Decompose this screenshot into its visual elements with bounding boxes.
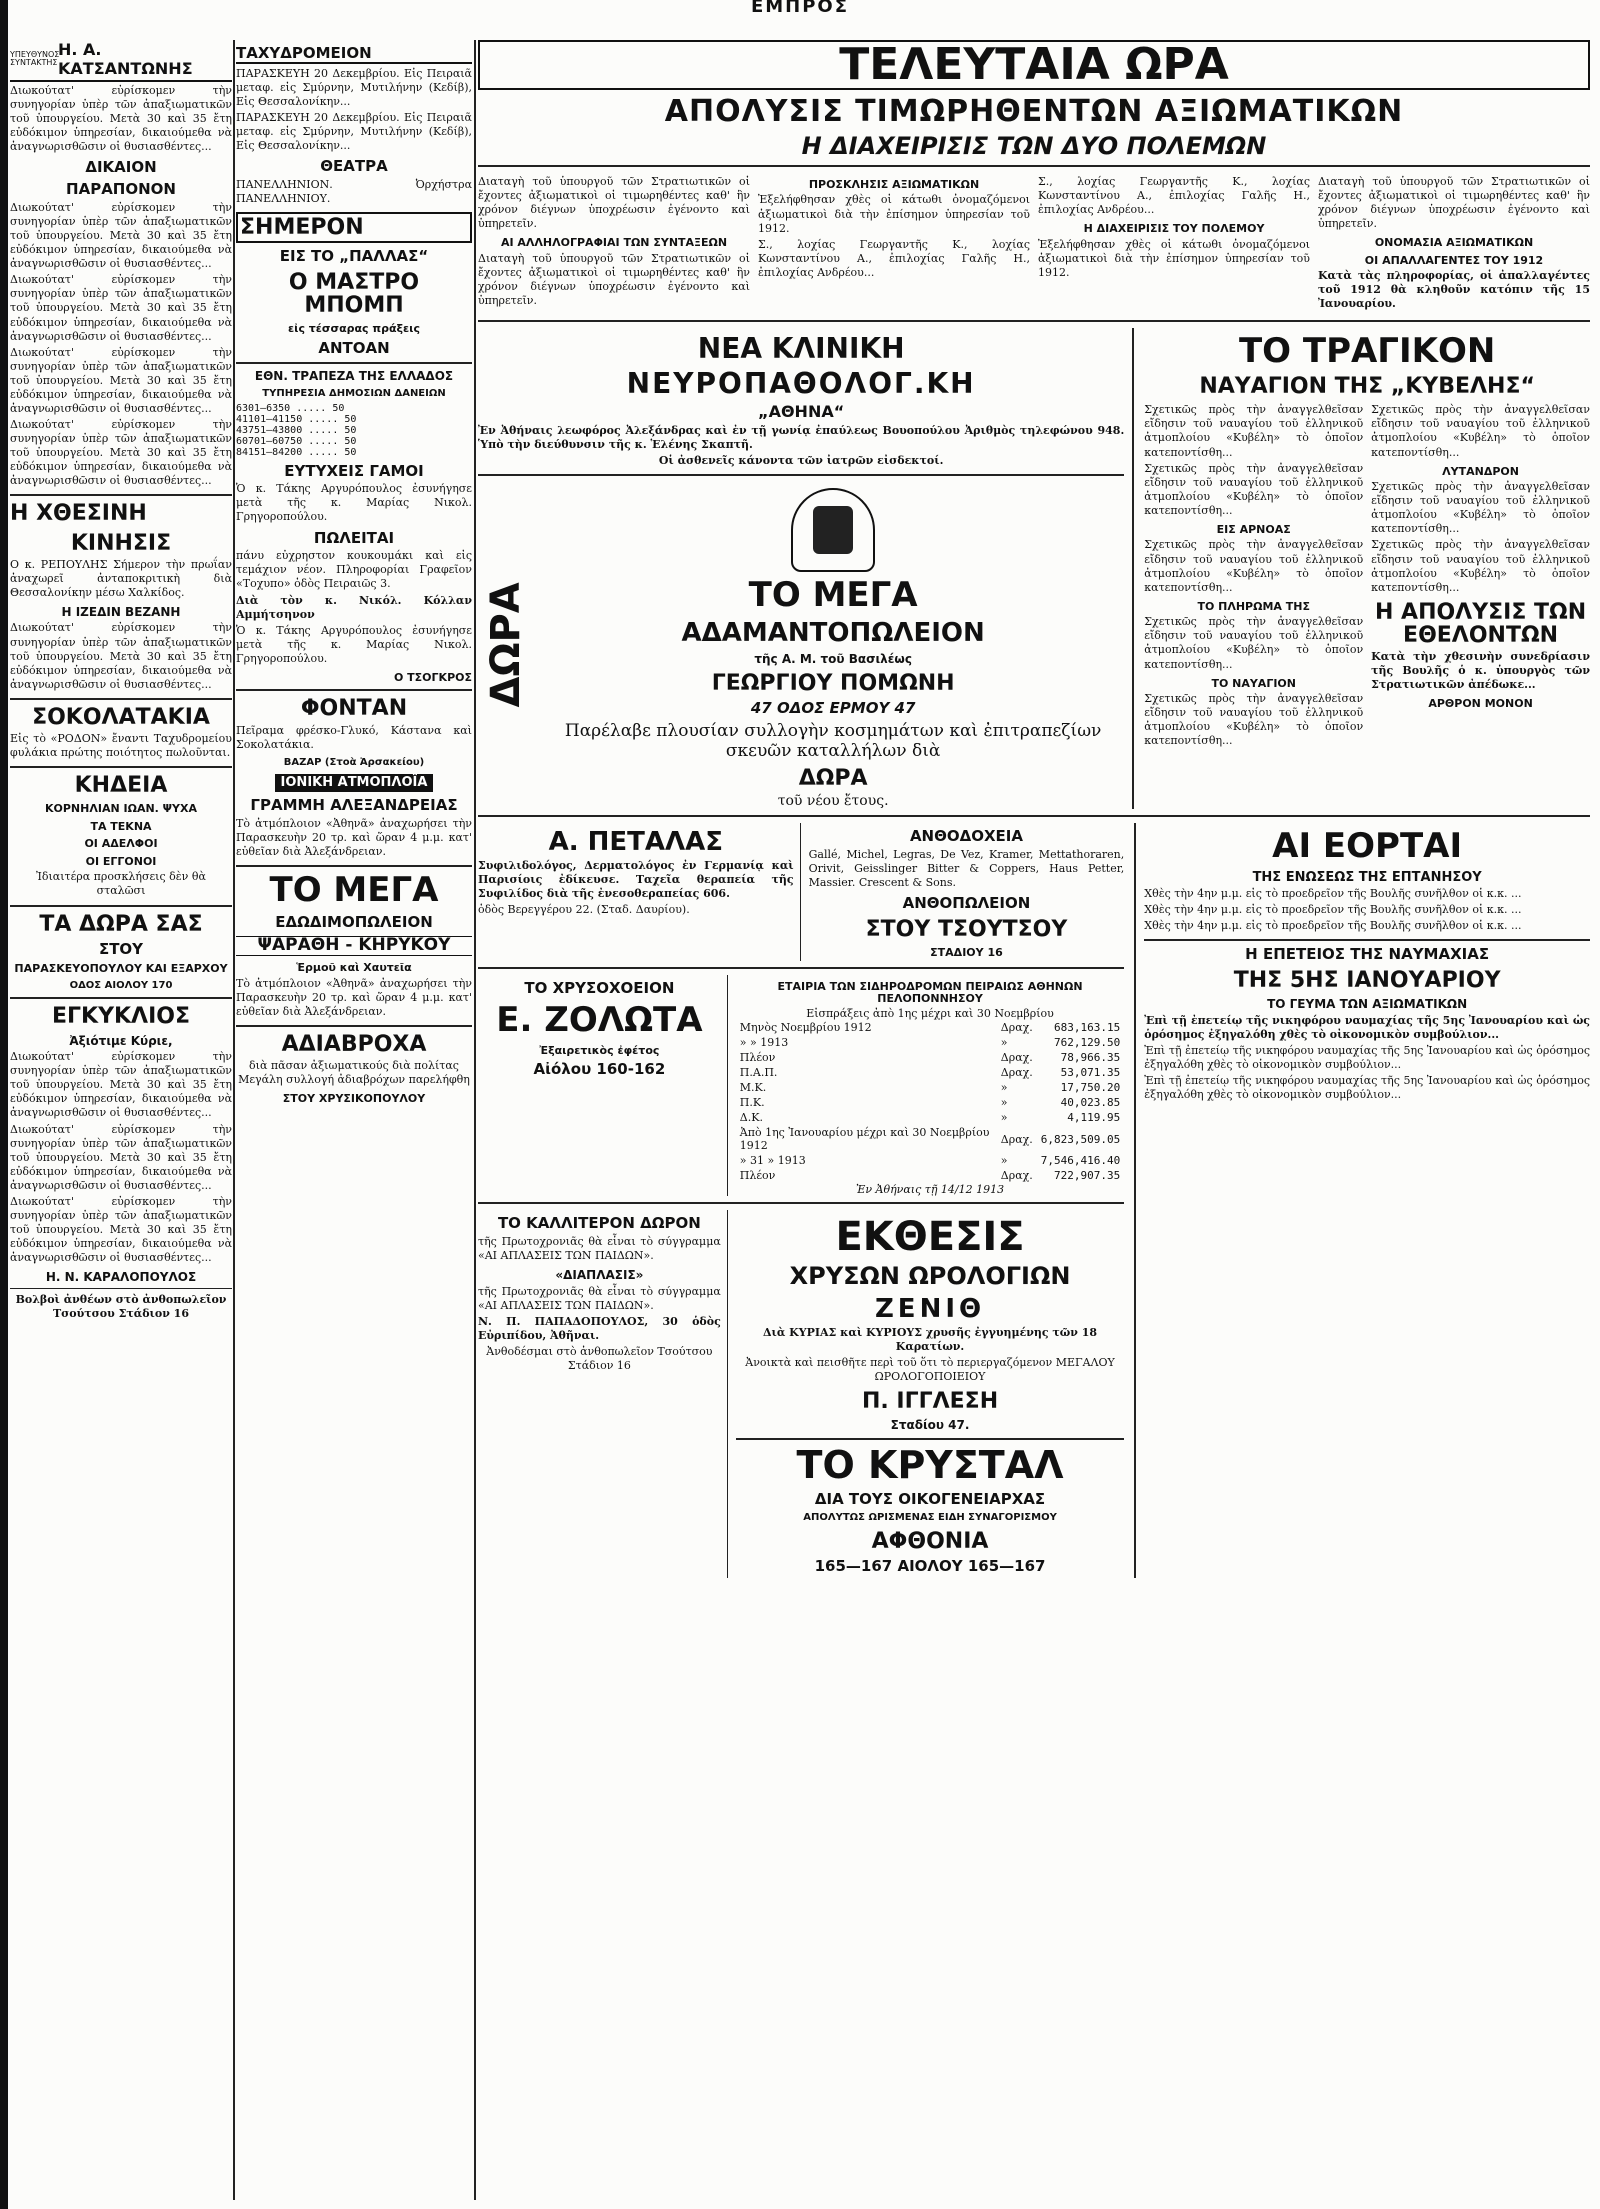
psarathi: ΨΑΡΑΘΗ - ΚΗΡΥΚΟΥ — [236, 936, 472, 956]
oi-eggonoi: ΟΙ ΕΓΓΟΝΟΙ — [85, 854, 157, 868]
ethniki-heading: ΕΘΝ. ΤΡΑΠΕΖΑ ΤΗΣ ΕΛΛΑΔΟΣ — [254, 369, 454, 384]
filler-text: Διωκούτατ' εὐρίσκομεν τὴν συνηγορίαν ὑπὲρ τῶν ἀπαξιωματικῶν τοῦ ὑπουργείου. Μετὰ 30 καὶ 35 ἔτη εὐδόκιμον ὑπηρεσίαν, δικαιούμεθα νὰ ἀναγνωρισθῶσιν οἱ θυσιασθέντες... — [10, 621, 232, 691]
apallagentes-heading: ΟΙ ΑΠΑΛΛΑΓΕΝΤΕΣ ΤΟΥ 1912 — [1364, 253, 1544, 267]
proskliseis-heading: ΠΡΟΣΚΛΗΣΙΣ ΑΞΙΩΜΑΤΙΚΩΝ — [808, 177, 980, 191]
ads-row-2 — [478, 823, 1590, 1578]
filler-text: Διωκούτατ' εὐρίσκομεν τὴν συνηγορίαν ὑπὲρ τῶν ἀπαξιωματικῶν τοῦ ὑπουργείου. Μετὰ 30 καὶ 35 ἔτη εὐδόκιμον ὑπηρεσίαν, δικαιούμεθα νὰ ἀναγνωρισθῶσιν οἱ θυσιασθέντες... — [10, 1050, 232, 1120]
dora-vertical: ΔΩΡΑ — [483, 582, 529, 709]
bond-row: 6301—6350 ..... 50 — [236, 402, 345, 414]
xrysoxoeion-sub: Ἐξαιρετικὸς ἐφέτος — [539, 1043, 660, 1057]
kideia-note: Ἰδιαιτέρα προσκλήσεις δὲν θὰ σταλῶσι — [36, 870, 206, 898]
filler-text: Χθὲς τὴν 4ην μ.μ. εἰς τὸ προεδρεῖον τῆς Βουλῆς συνῆλθον οἱ κ.κ. ... — [1144, 903, 1522, 917]
kalliteron-text: τῆς Πρωτοχρονιᾶς θὰ εἶναι τὸ σύγγραμμα «ΑΙ ΑΠΛΑΣΕΙΣ ΤΩΝ ΠΑΙΔΩΝ». — [478, 1235, 721, 1263]
etairia-heading: ΕΤΑΙΡΙΑ ΤΩΝ ΣΙΔΗΡΟΔΡΟΜΩΝ ΠΕΙΡΑΙΩΣ ΑΘΗΝΩΝ ΠΕΛΟΠΟΝΝΗΣΟΥ — [777, 980, 1083, 1005]
oi-adelfoi: ΟΙ ΑΔΕΛΦΟΙ — [84, 837, 158, 851]
dora-sub: ΣΤΟΥ — [98, 939, 144, 958]
mastro-sub: εἰς τέσσαρας πράξεις — [288, 322, 420, 336]
filler-text: Διωκούτατ' εὐρίσκομεν τὴν συνηγορίαν ὑπὲρ τῶν ἀπαξιωματικῶν τοῦ ὑπουργείου. Μετὰ 30 καὶ 35 ἔτη εὐδόκιμον ὑπηρεσίαν, δικαιούμεθα νὰ ἀναγνωρισθῶσιν οἱ θυσιασθέντες... — [10, 345, 232, 415]
zolota: Ε. ΖΟΛΩΤΑ — [496, 999, 703, 1040]
krystal-heading: ΤΟ ΚΡΥΣΤΑΛ — [796, 1442, 1064, 1487]
dora-shop: ΠΑΡΑΣΚΕΥΟΠΟΥΛΟΥ ΚΑΙ ΕΞΑΡΧΟΥ — [14, 962, 228, 976]
enkyklios-sub: Ἀξιότιμε Κύριε, — [69, 1033, 173, 1048]
adiavroxa-heading: ΑΔΙΑΒΡΟΧΑ — [281, 1031, 427, 1057]
table-row: » 31 » 1913 » 7,546,416.40 — [739, 1154, 1121, 1168]
geuma-heading: ΤΟ ΓΕΥΜΑ ΤΩΝ ΑΞΙΩΜΑΤΙΚΩΝ — [1267, 997, 1468, 1012]
table-row: Πλέον Δραχ. 722,907.35 — [739, 1169, 1121, 1183]
fontan-text: Πεῖραμα φρέσκο-Γλυκό, Κάστανα καὶ Σοκολατάκια. — [236, 723, 472, 751]
filler-text: Σχετικῶς πρὸς τὴν ἀναγγελθεῖσαν εἴδησιν τοῦ ναυαγίου τοῦ ἐλληνικοῦ ἀτμοπλοίου «Κυβέλη» τὸ ὁποῖον κατεποντίσθη... — [1144, 692, 1364, 748]
dora-address: ΟΔΟΣ ΑΙΟΛΟΥ 170 — [69, 979, 173, 991]
adiavroxa-shop: ΣΤΟΥ ΧΡΥΣΙΚΟΠΟΥΛΟΥ — [282, 1092, 426, 1106]
filler-text: Ἐπὶ τῇ ἐπετείῳ τῆς νικηφόρου ναυμαχίας τῆς 5ης Ἰανουαρίου καὶ ὡς ὁρόσημος ἐξηγαλόθη χθὲς τὸ οἰκονομικὸν συμβούλιον... — [1144, 1074, 1590, 1102]
geuma-text: Ἐπὶ τῇ ἐπετείῳ τῆς νικηφόρου ναυμαχίας τῆς 5ης Ἰανουαρίου καὶ ὡς ὁρόσημος ἐξηγαλόθη χθὲς τὸ οἰκονομικὸν συμβούλιον... — [1144, 1013, 1590, 1041]
mega-sub: τῆς Α. Μ. τοῦ Βασιλέως — [754, 652, 912, 667]
krystal-sub-2: ΑΠΟΛΥΤΩΣ ΩΡΙΣΜΕΝΑΣ ΕΙΔΗ ΣΥΝΑΓΟΡΙΣΜΟΥ — [803, 1512, 1057, 1524]
epeteios-heading: Η ΕΠΕΤΕΙΟΣ ΤΗΣ ΝΑΥΜΑΧΙΑΣ — [1245, 945, 1490, 964]
editor-label: ΥΠΕΥΘΥΝΟΣ ΣΥΝΤΑΚΤΗΣ — [10, 50, 60, 67]
tragikon-text: Σχετικῶς πρὸς τὴν ἀναγγελθεῖσαν εἴδησιν τοῦ ναυαγίου τοῦ ἐλληνικοῦ ἀτμοπλοίου «Κυβέλη» τὸ ὁποῖον κατεποντίσθη... — [1144, 403, 1364, 459]
apolysis-ethel-text: Κατὰ τὴν χθεσινὴν συνεδρίασιν τῆς Βουλῆς ὁ κ. ὑπουργὸς τῶν Στρατιωτικῶν ἀπέδωκε... — [1371, 649, 1590, 692]
tsogkros-sign: Ο ΤΣΟΓΚΡΟΣ — [393, 670, 472, 684]
athina-label: „ΑΘΗΝΑ“ — [758, 402, 845, 422]
ethniki-sub: ΤΥΠΗΡΕΣΙΑ ΔΗΜΟΣΙΩΝ ΔΑΝΕΙΩΝ — [262, 388, 446, 400]
filler-text: Σχετικῶς πρὸς τὴν ἀναγγελθεῖσαν εἴδησιν τοῦ ναυαγίου τοῦ ἐλληνικοῦ ἀτμοπλοίου «Κυβέλη» τὸ ὁποῖον κατεποντίσθη... — [1144, 461, 1364, 517]
filler-text: Διωκούτατ' εὐρίσκομεν τὴν συνηγορίαν ὑπὲρ τῶν ἀπαξιωματικῶν τοῦ ὑπουργείου. Μετὰ 30 καὶ 35 ἔτη εὐδόκιμον ὑπηρεσίαν, δικαιούμεθα νὰ ἀναγνωρισθῶσιν οἱ θυσιασθέντες... — [10, 200, 232, 271]
filler-text: Διωκούτατ' εὐρίσκομεν τὴν συνηγορίαν ὑπὲρ τῶν ἀπαξιωματικῶν τοῦ ὑπουργείου. Μετὰ 30 καὶ 35 ἔτη εὐδόκιμον ὑπηρεσίαν, δικαιούμεθα νὰ ἀναγνωρισθῶσιν οἱ θυσιασθέντες... — [10, 1122, 232, 1192]
eisprakseis: Εἰσπράξεις ἀπὸ 1ης μέχρι καὶ 30 Νοεμβρίου — [806, 1007, 1054, 1021]
apolysis-ethelonton: Η ΑΠΟΛΥΣΙΣ ΤΩΝ ΕΘΕΛΟΝΤΩΝ — [1374, 599, 1587, 648]
onomasia-heading: ΟΝΟΜΑΣΙΑ ΑΞΙΩΜΑΤΙΚΩΝ — [1374, 236, 1534, 250]
apallagentes-text: Κατὰ τὰς πληροφορίας, οἱ ἀπαλλαγέντες τοῦ 1912 θὰ κληθοῦν κατόπιν τῆς 15 Ἰανουαρίου. — [1318, 269, 1590, 311]
teleftaia-ora: ΤΕΛΕΥΤΑΙΑ ΩΡΑ — [478, 40, 1590, 90]
ekthesis-heading: ΕΚΘΕΣΙΣ — [835, 1214, 1025, 1261]
filler-text: Σχετικῶς πρὸς τὴν ἀναγγελθεῖσαν εἴδησιν τοῦ ναυαγίου τοῦ ἐλληνικοῦ ἀτμοπλοίου «Κυβέλη» τὸ ὁποῖον κατεποντίσθη... — [1144, 538, 1364, 594]
filler-text: Ἐπὶ τῇ ἐπετείῳ τῆς νικηφόρου ναυμαχίας τῆς 5ης Ἰανουαρίου καὶ ὡς ὁρόσημος ἐξηγαλόθη χθὲς τὸ οἰκονομικὸν συμβούλιον... — [1144, 1044, 1590, 1072]
adamantopoleion: ΑΔΑΜΑΝΤΟΠΩΛΕΙΟΝ — [681, 618, 985, 649]
bulbs-ad: Βολβοὶ ἀνθέων στὸ ἀνθοπωλεῖον Τσούτσου Στάδιον 16 — [15, 1292, 227, 1320]
iglesi: Π. ΙΓΓΛΕΣΗ — [861, 1389, 999, 1415]
filler-text: Σχετικῶς πρὸς τὴν ἀναγγελθεῖσαν εἴδησιν τοῦ ναυαγίου τοῦ ἐλληνικοῦ ἀτμοπλοίου «Κυβέλη» τὸ ὁποῖον κατεποντίσθη... — [1371, 538, 1590, 594]
ads-row-1 — [478, 328, 1590, 809]
navagion-heading: ΝΑΥΑΓΙΟΝ ΤΗΣ „ΚΥΒΕΛΗΣ“ — [1199, 374, 1535, 400]
bond-list — [236, 403, 472, 458]
grammi-text: Τὸ ἀτμόπλοιον «Ἀθηνᾶ» ἀναχωρήσει τὴν Παρασκευὴν 20 τρ. καὶ ὥραν 4 μ.μ. κατ' εὐθεῖαν διὰ Ἀλεξάνδρειαν. — [236, 816, 472, 858]
tsoutsou: ΣΤΟΥ ΤΣΟΥΤΣΟΥ — [865, 916, 1068, 942]
table-row: Ἀπὸ 1ης Ἰανουαρίου μέχρι καὶ 30 Νοεμβρίου 1912 Δραχ. 6,823,509.05 — [739, 1126, 1121, 1153]
table-row: Μ.Κ. » 17,750.20 — [739, 1081, 1121, 1095]
ta-tekna: ΤΑ ΤΕΚΝΑ — [90, 819, 152, 833]
table-row: Πλέον Δραχ. 78,966.35 — [739, 1051, 1121, 1065]
kliniki-ad — [478, 328, 1134, 809]
railway-table — [736, 1020, 1124, 1183]
column-left — [10, 40, 232, 2200]
ioniki-heading — [236, 774, 472, 792]
kiniseis-heading: ΚΙΝΗΣΙΣ — [70, 530, 172, 556]
adiavroxa-text: διὰ πᾶσαν ἀξιωματικούς διὰ πολίτας Μεγάλη συλλογή ἀδιαβρόχων παρελήφθη — [238, 1058, 470, 1087]
filler-text: Διωκούτατ' εὐρίσκομεν τὴν συνηγορίαν ὑπὲρ τῶν ἀπαξιωματικῶν τοῦ ὑπουργείου. Μετὰ 30 καὶ 35 ἔτη εὐδόκιμον ὑπηρεσίαν, δικαιούμεθα νὰ ἀναγνωρισθῶσιν οἱ θυσιασθέντες... — [10, 1194, 232, 1265]
to-mega-heading: ΤΟ ΜΕΓΑ — [269, 869, 439, 910]
paraponon-heading: ΠΑΡΑΠΟΝΟΝ — [66, 180, 176, 199]
theatra-text: ΠΑΝΕΛΛΗΝΙΟΝ. Ὀρχήστρα ΠΑΝΕΛΛΗΝΙΟΥ. — [236, 177, 472, 206]
ads-right-block — [1134, 823, 1590, 1578]
lyrandon: ΛΥΤΑΝΔΡΟΝ — [1442, 464, 1519, 478]
theatra-heading: ΘΕΑΤΡΑ — [320, 157, 388, 176]
bond-row: 43751—43800 ..... 50 — [236, 424, 357, 436]
filler-text: Ὁ κ. Τάκης Αργυρόπουλος ἐσυνήγησε μετὰ τῆς κ. Μαρίας Νικολ. Γρηγοροπούλου. — [236, 623, 472, 665]
mega-ad — [478, 482, 1124, 809]
allilografia-heading: ΑΙ ΑΛΛΗΛΟΓΡΑΦΙΑΙ ΤΩΝ ΣΥΝΤΑΞΕΩΝ — [500, 236, 728, 250]
enkyklios-signature: Η. Ν. ΚΑΡΑΛΟΠΟΥΛΟΣ — [45, 1270, 197, 1285]
eortai-text: Χθὲς τὴν 4ην μ.μ. εἰς τὸ προεδρεῖον τῆς Βουλῆς συνῆλθον οἱ κ.κ. ... — [1144, 887, 1522, 901]
to-navagio: ΤΟ ΝΑΥΑΓΙΟΝ — [1211, 676, 1296, 690]
kyriou-line: Διὰ τὸν κ. Νικόλ. Κόλλαν Αμμήτσηνον — [236, 593, 472, 621]
tragikon-column — [1144, 328, 1590, 809]
bond-row: 41101—41150 ..... 50 — [236, 413, 357, 425]
filler-text: Σχετικῶς πρὸς τὴν ἀναγγελθεῖσαν εἴδησιν τοῦ ναυαγίου τοῦ ἐλληνικοῦ ἀτμοπλοίου «Κυβέλη» τὸ ὁποῖον κατεποντίσθη... — [1144, 615, 1364, 671]
eortai-heading: ΑΙ ΕΟΡΤΑΙ — [1272, 825, 1463, 866]
ekthesis-text: Διὰ ΚΥΡΙΑΣ καὶ ΚΥΡΙΟΥΣ χρυσῆς ἐγγυημένης τῶν 18 Καρατίων. — [763, 1325, 1098, 1353]
papadopoulos: Ν. Π. ΠΑΠΑΔΟΠΟΥΛΟΣ, 30 ὁδὸς Εὐριπίδου, Ἀθῆναι. — [478, 1314, 721, 1343]
nea-kliniki: ΝΕΑ ΚΛΙΝΙΚΗ — [697, 331, 905, 365]
dora-word: ΔΩΡΑ — [798, 765, 868, 791]
table-row: » » 1913 » 762,129.50 — [739, 1036, 1121, 1050]
enosis-heading: ΤΗΣ ΕΝΩΣΕΩΣ ΤΗΣ ΕΠΤΑΝΗΣΟΥ — [1252, 869, 1482, 885]
railway-date: Ἐν Ἀθήναις τῇ 14/12 1913 — [855, 1183, 1005, 1197]
anthopoleion-2: Ἀνθοδέσμαι στὸ ἀνθοπωλεῖον Τσούτσου Στάδιον 16 — [486, 1345, 713, 1373]
bazar: ΒΑΖΑΡ (Στοὰ Ἀρσακείου) — [283, 756, 425, 768]
aiolou: Αἰόλου 160-162 — [533, 1060, 666, 1079]
masthead: ΕΜΠΡΟΣ — [750, 0, 850, 17]
news-columns — [478, 173, 1590, 314]
xryson-orologion: ΧΡΥΣΩΝ ΩΡΟΛΟΓΙΩΝ — [789, 1262, 1071, 1291]
epeteios-date: ΤΗΣ 5ΗΣ ΙΑΝΟΥΑΡΙΟΥ — [1233, 968, 1501, 994]
eis-to-pallas: ΕΙΣ ΤΟ „ΠΑΛΛΑΣ“ — [279, 247, 429, 266]
filler-text: Διωκούτατ' εὐρίσκομεν τὴν συνηγορίαν ὑπὲρ τῶν ἀπαξιωματικῶν τοῦ ὑπουργείου. Μετὰ 30 καὶ 35 ἔτη εὐδόκιμον ὑπηρεσίαν, δικαιούμεθα νὰ ἀναγνωρισθῶσιν οἱ θυσιασθέντες... — [10, 273, 232, 343]
news-body: Διαταγὴ τοῦ ὑπουργοῦ τῶν Στρατιωτικῶν οἱ ἔχοντες ἀξιωματικοὶ οἱ τιμωρηθέντες καθ' ἣν χρόνον διέγνων ὑποχρέωσιν ἐγένοντο καὶ ὑπηρετεῖν. — [478, 174, 750, 231]
filler-text: Σ., λοχίας Γεωργαντῆς Κ., λοχίας Κωνσταντίνου Α., ἐπιλοχίας Γαλῆς Η., ἐπιλοχίας Ανδρέου... — [758, 237, 1030, 279]
taxydromeion-heading: ΤΑΧΥΔΡΟΜΕΙΟΝ — [236, 46, 472, 64]
anthodoxeia-heading: ΑΝΘΟΔΟΧΕΙΑ — [909, 826, 1023, 845]
mega-heading: ΤΟ ΜΕΓΑ — [748, 575, 918, 616]
sokolatakia-text: Εἰς τὸ «ΡΟΔΟΝ» ἔναντι Ταχυδρομείου φυλάκια πρώτης ποιότητος πωλοῦνται. — [10, 731, 232, 760]
ermou: 47 ΟΔΟΣ ΕΡΜΟΥ 47 — [750, 699, 916, 717]
table-row: Π.Α.Π. Δραχ. 53,071.35 — [739, 1066, 1121, 1080]
filler-text: Σχετικῶς πρὸς τὴν ἀναγγελθεῖσαν εἴδησιν τοῦ ναυαγίου τοῦ ἐλληνικοῦ ἀτμοπλοίου «Κυβέλη» τὸ ὁποῖον κατεποντίσθη... — [1371, 480, 1590, 536]
column-rule — [233, 40, 235, 2200]
main-area — [478, 40, 1590, 2200]
stadiou-16: ΣΤΑΔΙΟΥ 16 — [930, 945, 1003, 959]
pomoni: ΓΕΩΡΓΙΟΥ ΠΟΜΩΝΗ — [711, 670, 955, 696]
news-body: Σ., λοχίας Γεωργαντῆς Κ., λοχίας Κωνσταντίνου Α., ἐπιλοχίας Γαλῆς Η., ἐπιλοχίας Ανδρέου... — [1038, 174, 1310, 217]
kideia-heading: ΚΗΔΕΙΑ — [74, 773, 168, 799]
enkyklios-heading: ΕΓΚΥΚΛΙΟΣ — [51, 1004, 190, 1030]
diaxeirisis-headline: Η ΔΙΑΧΕΙΡΙΣΙΣ ΤΩΝ ΔΥΟ ΠΟΛΕΜΩΝ — [801, 131, 1267, 160]
filler-text: τῆς Πρωτοχρονιᾶς θὰ εἶναι τὸ σύγγραμμα «ΑΙ ΑΠΛΑΣΕΙΣ ΤΩΝ ΠΑΙΔΩΝ». — [478, 1284, 721, 1312]
kliniki-text: Ἐν Ἀθήναις λεωφόρος Ἀλεξάνδρας καὶ ἐν τῇ γωνίᾳ ἐπαύλεως Βουοπούλου Ἀριθμὸς τηλεφώνου 948. Ὑπὸ τὴν διεύθυνσιν τῆς κ. Ἑλένης Σκαπτῆ. — [478, 424, 1125, 452]
sokolatakia-heading: ΣΟΚΟΛΑΤΑΚΙΑ — [32, 704, 210, 730]
krystal-address: 165—167 ΑΙΟΛΟΥ 165—167 — [814, 1557, 1046, 1576]
grammi-heading: ΓΡΑΜΜΗ ΑΛΕΞΑΝΔΡΕΙΑΣ — [250, 795, 458, 814]
poleitai-text: πάνυ εὐχρηστον κουκουμάκι καὶ εἰς τεμάχιον νέον. Πληροφορίαι Γραφεῖον «Τοχυπο» ὁδὸς Πειραιῶς 3. — [236, 549, 472, 591]
izedin-heading: Η ΙΖΕΔΙΝ ΒΕΖΑΝΗ — [61, 604, 181, 619]
royal-crest-icon — [791, 488, 875, 572]
column-rule — [474, 40, 476, 2200]
mega-text: Παρέλαβε πλουσίαν συλλογὴν κοσμημάτων καὶ ἐπιτραπεζίων σκευῶν καταλλήλων διὰ — [564, 720, 1102, 761]
bond-row: 60701—60750 ..... 50 — [236, 435, 357, 447]
eftyxeis-heading: ΕΥΤΥΧΕΙΣ ΓΑΜΟΙ — [284, 461, 424, 480]
edodimopoleion: ΕΔΩΔΙΜΟΠΩΛΕΙΟΝ — [275, 912, 433, 931]
filler-text: Τὸ ἀτμόπλοιον «Ἀθηνᾶ» ἀναχωρήσει τὴν Παρασκευὴν 20 τρ. καὶ ὥραν 4 μ.μ. κατ' εὐθεῖαν διὰ Ἀλεξάνδρειαν. — [236, 976, 472, 1018]
tragikon-heading: ΤΟ ΤΡΑΓΙΚΟΝ — [1238, 330, 1496, 371]
filler-text: ΠΑΡΑΣΚΕΥΗ 20 Δεκεμβρίου. Εἰς Πειραιᾶ μεταφ. εἰς Σμύρνην, Μυτιλήνην (Κεδίβ), Εἰς Θεσσαλονίκην... — [236, 110, 472, 153]
diaxeirisis-polemou: Η ΔΙΑΧΕΙΡΙΣΙΣ ΤΟΥ ΠΟΛΕΜΟΥ — [1083, 222, 1265, 236]
petalas-text: Συφιλιδολόγος, Δερματολόγος ἐν Γερμανίᾳ καὶ Παρισίοις ἐδίκευσε. Ταχεῖα θεραπεία τῆς Συφιλίδος διὰ τῆς ἐνεσοθεραπείας 606. — [478, 859, 794, 901]
stadiou-47: Σταδίου 47. — [890, 1418, 970, 1433]
taxydromeion-text: ΠΑΡΑΣΚΕΥΗ 20 Δεκεμβρίου. Εἰς Πειραιᾶ μεταφ. εἰς Σμύρνην, Μυτιλήνην (Κεδίβ), Εἰς Θεσσαλονίκην... — [236, 66, 472, 108]
kiniseis-text: Ο κ. ΡΕΠΟΥΛΗΣ Σήμερον τὴν πρωΐαν ἀναχωρεῖ ἀνταποκριτικὴ διὰ Θεσσαλονίκην μέσω Χαλκίδος. — [10, 557, 232, 599]
editorial-text: Διωκούτατ' εὐρίσκομεν τὴν συνηγορίαν ὑπὲρ τῶν ἀπαξιωματικῶν τοῦ ὑπουργείου. Μετὰ 30 καὶ 35 ἔτη εὐδόκιμον ὑπηρεσίαν, δικαιούμεθα νὰ ἀναγνωρισθῶσιν οἱ θυσιασθέντες... — [10, 84, 232, 154]
eis-arnoas: ΕΙΣ ΑΡΝΟΑΣ — [1216, 522, 1291, 536]
anthodoxeia-text: Gallé, Michel, Legras, De Vez, Kramer, Mettathoraren, Orivit, Geisslinger Bitter & Coppers, Haus Petter, Massier. Crescent & Sons. — [808, 847, 1125, 889]
table-row: Π.Κ. » 40,023.85 — [739, 1096, 1121, 1110]
filler-text: Διαταγὴ τοῦ ὑπουργοῦ τῶν Στρατιωτικῶν οἱ ἔχοντες ἀξιωματικοὶ οἱ τιμωρηθέντες καθ' ἣν χρόνον διέγνων ὑποχρέωσιν ἐγένοντο καὶ ὑπηρετεῖν. — [1318, 174, 1590, 231]
kalliteron-heading: ΤΟ ΚΑΛΛΙΤΕΡΟΝ ΔΩΡΟΝ — [497, 1214, 701, 1233]
antoan: ΑΝΤΟΑΝ — [318, 338, 390, 357]
page-edge — [0, 0, 8, 2209]
news-body: Ἐξελήφθησαν χθὲς οἱ κάτωθι ὀνομαζόμενοι ἀξιωματικοὶ διὰ τὴν ἐπίσημον ὑπηρεσίαν τοῦ 1912. — [758, 193, 1030, 235]
arthron: ΑΡΘΡΟΝ ΜΟΝΟΝ — [1428, 697, 1533, 711]
dikaion-heading: ΔΙΚΑΙΟΝ — [85, 158, 157, 177]
filler-text: Σχετικῶς πρὸς τὴν ἀναγγελθεῖσαν εἴδησιν τοῦ ναυαγίου τοῦ ἐλληνικοῦ ἀτμοπλοίου «Κυβέλη» τὸ ὁποῖον κατεποντίσθη... — [1371, 403, 1590, 459]
apolysis-headline: ΑΠΟΛΥΣΙΣ ΤΙΜΩΡΗΘΕΝΤΩΝ ΑΞΙΩΜΑΤΙΚΩΝ — [664, 94, 1404, 130]
ioniki-label: ΙΟΝΙΚΗ ΑΤΜΟΠΛΟΪΑ — [275, 774, 434, 792]
filler-text: Χθὲς τὴν 4ην μ.μ. εἰς τὸ προεδρεῖον τῆς Βουλῆς συνῆλθον οἱ κ.κ. ... — [1144, 919, 1522, 933]
mastro-bob: Ο ΜΑΣΤΡΟ ΜΠΟΜΠ — [288, 269, 420, 319]
filler-text: Διαταγὴ τοῦ ὑπουργοῦ τῶν Στρατιωτικῶν οἱ ἔχοντες ἀξιωματικοὶ οἱ τιμωρηθέντες καθ' ἣν χρόνον διέγνων ὑποχρέωσιν ἐγένοντο καὶ ὑπηρετεῖν. — [478, 251, 750, 307]
zenith: ΖΕΝΙΘ — [874, 1293, 986, 1324]
table-row: Μηνὸς Νοεμβρίου 1912 Δραχ. 683,163.15 — [739, 1021, 1121, 1035]
dora-heading: ΤΑ ΔΩΡΑ ΣΑΣ — [39, 911, 203, 937]
neou-etous: τοῦ νέου ἔτους. — [777, 792, 889, 809]
bond-row: 84151—84200 ..... 50 — [236, 446, 357, 458]
afthonia: ΑΦΘΟΝΙΑ — [871, 1528, 989, 1554]
poleitai-heading: ΠΩΛΕΙΤΑΙ — [313, 528, 395, 547]
anthopoleion: ΑΝΘΟΠΩΛΕΙΟΝ — [902, 893, 1031, 912]
column-second — [236, 40, 472, 2200]
kliniki-note: Οἱ ἀσθενεῖς κάνοντα τῶν ἰατρῶν εἰσδεκτοί. — [658, 454, 944, 468]
petalas-address: ὁδὸς Βερεγγέρου 22. (Σταδ. Δαυρίου). — [478, 903, 690, 917]
eftyxeis-text: Ὁ κ. Τάκης Αργυρόπουλος ἐσυνήγησε μετὰ τῆς κ. Μαρίας Νικολ. Γρηγοροπούλου. — [236, 482, 472, 524]
editor-name: Η. Α. ΚΑΤΣΑΝΤΩΝΗΣ — [58, 40, 193, 78]
diaplaseis: «ΔΙΑΠΛΑΣΙΣ» — [555, 1268, 644, 1283]
filler-text: Διωκούτατ' εὐρίσκομεν τὴν συνηγορίαν ὑπὲρ τῶν ἀπαξιωματικῶν τοῦ ὑπουργείου. Μετὰ 30 καὶ 35 ἔτη εὐδόκιμον ὑπηρεσίαν, δικαιούμεθα νὰ ἀναγνωρισθῶσιν οἱ θυσιασθέντες... — [10, 418, 232, 488]
fontan-heading: ΦΟΝΤΑΝ — [300, 696, 408, 722]
petalas-heading: Α. ΠΕΤΑΛΑΣ — [548, 826, 724, 857]
simeron-heading: ΣΗΜΕΡΟΝ — [236, 212, 472, 243]
psarathi-sub: Ἑρμοῦ καὶ Χαυτεῖα — [296, 961, 412, 975]
filler-text: Ἐξελήφθησαν χθὲς οἱ κάτωθι ὀνομαζόμενοι ἀξιωματικοὶ διὰ τὴν ἐπίσημον ὑπηρεσίαν τοῦ 1912. — [1038, 237, 1310, 279]
neuropathologiki: ΝΕΥΡΟΠΑΘΟΛΟΓ.ΚΗ — [626, 366, 976, 400]
xthesini-heading: Η ΧΘΕΣΙΝΗ — [10, 501, 147, 527]
to-plirwma: ΤΟ ΠΛΗΡΩΜΑ ΤΗΣ — [1197, 599, 1310, 613]
kideia-name: ΚΟΡΝΗΛΙΑΝ ΙΩΑΝ. ΨΥΧΑ — [45, 802, 197, 816]
krystal-sub: ΔΙΑ ΤΟΥΣ ΟΙΚΟΓΕΝΕΙΑΡΧΑΣ — [814, 1489, 1046, 1508]
table-row: Δ.Κ. » 4,119.95 — [739, 1111, 1121, 1125]
ekthesis-text-2: Ἀνοικτὰ καὶ πεισθῆτε περὶ τοῦ ὅτι τὸ περιεργαζόμενον ΜΕΓΑΛΟΥ ΩΡΟΛΟΓΟΠΟΙΕΙΟΥ — [745, 1355, 1115, 1384]
xrysoxoeion-heading: ΤΟ ΧΡΥΣΟΧΟΕΙΟΝ — [524, 979, 675, 998]
ads-left-block — [478, 823, 1124, 1578]
